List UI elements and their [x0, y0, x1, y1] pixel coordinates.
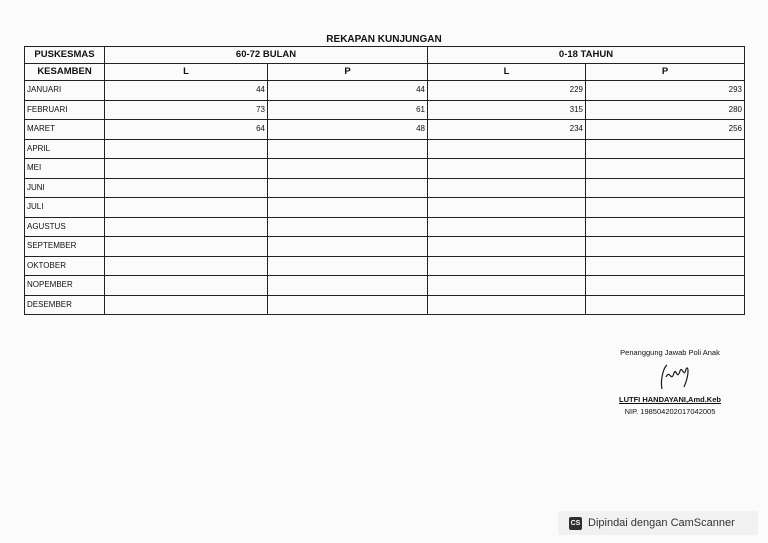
value-cell: [268, 159, 428, 179]
table-subheader-row: [25, 64, 745, 81]
table-row: [25, 100, 745, 120]
table-row: [25, 178, 745, 198]
header-kesamben: KESAMBEN: [25, 64, 105, 81]
value-cell: [268, 178, 428, 198]
value-cell: [268, 139, 428, 159]
value-cell: [428, 237, 586, 257]
value-cell: [586, 256, 745, 276]
table-row: [25, 295, 745, 315]
header-group-0-18-tahun: 0-18 TAHUN: [428, 47, 745, 64]
value-cell: [428, 198, 586, 218]
header-l-0-18: L: [428, 64, 586, 81]
value-cell: [268, 217, 428, 237]
month-cell: NOPEMBER: [25, 276, 105, 296]
value-cell: [586, 237, 745, 257]
month-cell: MARET: [25, 120, 105, 140]
value-cell: [268, 295, 428, 315]
value-cell: 229: [428, 81, 586, 101]
value-cell: 48: [268, 120, 428, 140]
month-cell: APRIL: [25, 139, 105, 159]
header-group-60-72-bulan: 60-72 BULAN: [105, 47, 428, 64]
table-row: [25, 276, 745, 296]
value-cell: [586, 217, 745, 237]
header-p-60-72: P: [268, 64, 428, 81]
value-cell: [268, 256, 428, 276]
value-cell: 256: [586, 120, 745, 140]
value-cell: 44: [268, 81, 428, 101]
table-row: [25, 198, 745, 218]
month-cell: JUNI: [25, 178, 105, 198]
signatory-nip: NIP. 198504202017042005: [624, 407, 716, 416]
value-cell: [428, 295, 586, 315]
value-cell: [105, 198, 268, 218]
value-cell: 280: [586, 100, 745, 120]
visit-recap-table: [24, 46, 745, 315]
document-title: REKAPAN KUNJUNGAN: [326, 34, 442, 45]
value-cell: [428, 276, 586, 296]
value-cell: [428, 217, 586, 237]
table-row: [25, 120, 745, 140]
value-cell: [586, 178, 745, 198]
table-row: [25, 139, 745, 159]
month-cell: DESEMBER: [25, 295, 105, 315]
value-cell: [586, 198, 745, 218]
value-cell: 234: [428, 120, 586, 140]
header-puskesmas: PUSKESMAS: [25, 47, 105, 64]
value-cell: [586, 139, 745, 159]
value-cell: [268, 237, 428, 257]
value-cell: [586, 295, 745, 315]
value-cell: [105, 139, 268, 159]
value-cell: 64: [105, 120, 268, 140]
value-cell: [268, 198, 428, 218]
month-cell: AGUSTUS: [25, 217, 105, 237]
month-cell: JULI: [25, 198, 105, 218]
value-cell: [586, 276, 745, 296]
signatory-name: LUTFI HANDAYANI,Amd.Keb: [619, 395, 721, 404]
value-cell: 44: [105, 81, 268, 101]
table-row: [25, 217, 745, 237]
table-row: [25, 256, 745, 276]
value-cell: [268, 276, 428, 296]
signature-block: [600, 348, 740, 416]
table-row: [25, 237, 745, 257]
header-p-0-18: P: [586, 64, 745, 81]
table-row: [25, 81, 745, 101]
camscanner-text: Dipindai dengan CamScanner: [588, 517, 735, 529]
value-cell: [105, 237, 268, 257]
value-cell: [428, 159, 586, 179]
value-cell: 315: [428, 100, 586, 120]
value-cell: 61: [268, 100, 428, 120]
month-cell: FEBRUARI: [25, 100, 105, 120]
value-cell: [105, 178, 268, 198]
value-cell: [105, 295, 268, 315]
value-cell: [586, 159, 745, 179]
value-cell: [428, 139, 586, 159]
handwritten-signature: [640, 359, 700, 393]
table-row: [25, 159, 745, 179]
header-l-60-72: L: [105, 64, 268, 81]
value-cell: [428, 178, 586, 198]
value-cell: [105, 159, 268, 179]
month-cell: JANUARI: [25, 81, 105, 101]
value-cell: [105, 256, 268, 276]
signatory-role: Penanggung Jawab Poli Anak: [620, 348, 720, 357]
value-cell: [105, 217, 268, 237]
value-cell: [105, 276, 268, 296]
value-cell: 73: [105, 100, 268, 120]
table-header-row: [25, 47, 745, 64]
month-cell: MEI: [25, 159, 105, 179]
value-cell: [428, 256, 586, 276]
camscanner-watermark: [558, 511, 758, 535]
month-cell: OKTOBER: [25, 256, 105, 276]
value-cell: 293: [586, 81, 745, 101]
month-cell: SEPTEMBER: [25, 237, 105, 257]
camscanner-logo-icon: CS: [569, 517, 582, 530]
